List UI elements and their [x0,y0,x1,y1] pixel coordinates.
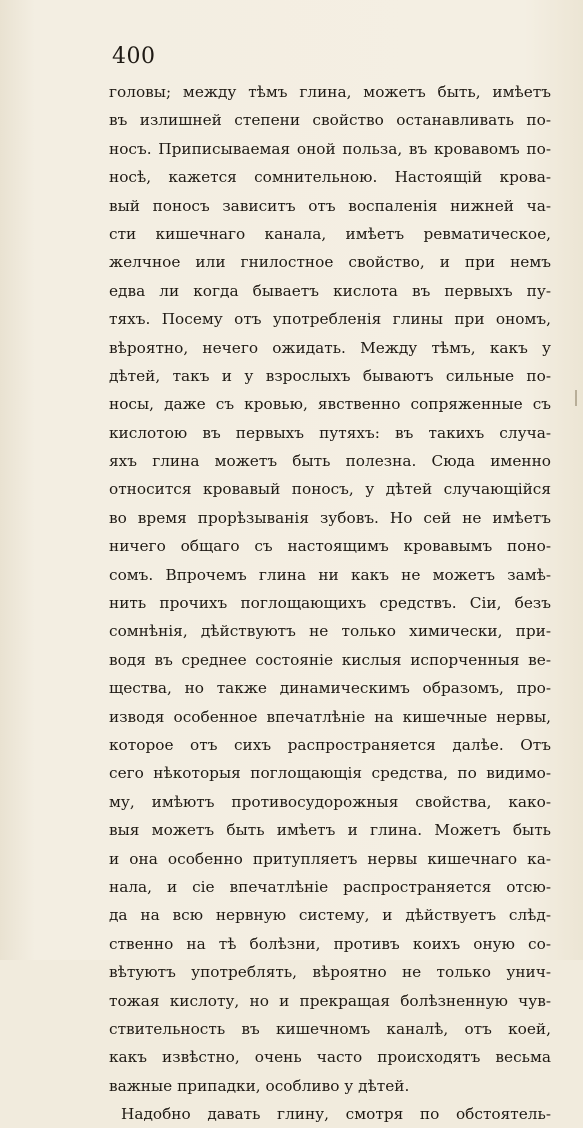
page-edge-mark [575,390,577,406]
text-line: ничего общаго съ настоящимъ кровавымъ поно- [109,537,551,556]
text-line: ственно на тѣ болѣзни, противъ коихъ оную со- [109,934,551,953]
text-line: и она особенно притупляетъ нервы кишечнаго ка- [109,849,551,868]
text-line: сти кишечнаго канала, имѣетъ ревматическое, [109,224,551,243]
text-line: Надобно давать глину, смотря по обстоятель- [121,1105,551,1124]
text-line: кислотою въ первыхъ путяхъ: въ такихъ случа- [109,423,551,442]
text-line: желчное или гнилостное свойство, и при немъ [109,253,551,272]
text-line: тожая кислоту, но и прекращая болѣзненную чув- [109,991,551,1010]
text-line: нить прочихъ поглощающихъ средствъ. Сіи, безъ [109,594,551,613]
text-line: водя въ среднее состояніе кислыя испорченныя ве- [109,650,551,669]
text-line: вый поносъ зависитъ отъ воспаленія нижней ча- [109,196,551,215]
text-line: сомъ. Впрочемъ глина ни какъ не можетъ замѣ- [109,565,551,584]
text-line: относится кровавый поносъ, у дѣтей случающійся [109,480,551,499]
text-line: му, имѣютъ противосудорожныя свойства, како- [109,792,551,811]
text-line: нала, и сіе впечатлѣніе распространяется отсю- [109,877,551,896]
page-number: 400 [112,44,156,69]
text-line: въ излишней степени свойство останавливать по- [109,111,551,130]
text-line: да на всю нервную систему, и дѣйствуетъ слѣд- [109,906,551,925]
text-line: носы, даже съ кровью, явственно сопряженные съ [109,395,551,414]
text-line: носъ. Приписываемая оной польза, въ кровавомъ по- [109,139,551,158]
text-line: изводя особенное впечатлѣніе на кишечные нервы, [109,707,551,726]
body-text [109,78,551,1128]
text-line: едва ли когда бываетъ кислота въ первыхъ пу- [109,281,551,300]
text-line: какъ извѣстно, очень часто происходятъ весьма [109,1048,551,1067]
text-line: дѣтей, такъ и у взрослыхъ бываютъ сильные по- [109,366,551,385]
text-line: вѣроятно, нечего ожидать. Между тѣмъ, какъ у [109,338,551,357]
text-line: ствительность въ кишечномъ каналѣ, отъ коей, [109,1019,551,1038]
text-line: головы; между тѣмъ глина, можетъ быть, имѣетъ [109,83,551,101]
text-line: сомнѣнія, дѣйствуютъ не только химически, при- [109,622,551,641]
text-line: вѣтуютъ употреблять, вѣроятно не только унич- [109,963,551,982]
text-line: сего нѣкоторыя поглощающія средства, по видимо- [109,764,551,783]
text-line: выя можетъ быть имѣетъ и глина. Можетъ быть [109,821,551,840]
text-line: яхъ глина можетъ быть полезна. Сюда именно [109,452,551,471]
text-line: важные припадки, особливо у дѣтей. [109,1076,410,1095]
text-line: тяхъ. Посему отъ употребленія глины при ономъ, [109,310,551,329]
text-line: во время прорѣзыванія зубовъ. Но сей не имѣетъ [109,508,551,527]
text-line: носѣ, кажется сомнительною. Настоящій крова- [109,168,551,187]
text-line: щества, но также динамическимъ образомъ, про- [109,679,551,698]
text-line: которое отъ сихъ распространяется далѣе. Отъ [109,735,551,754]
